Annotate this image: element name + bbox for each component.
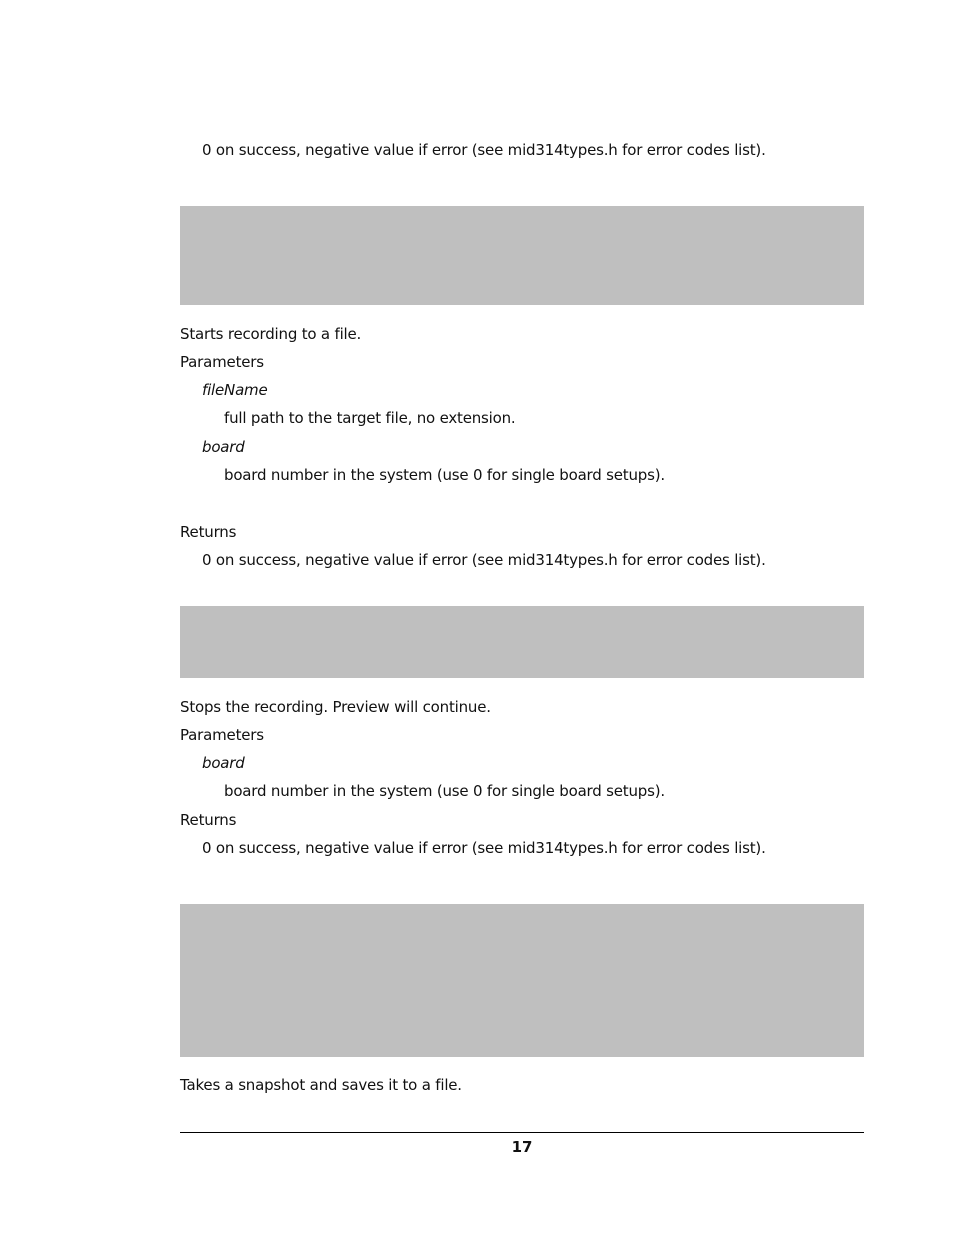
returns-heading: Returns	[180, 523, 237, 541]
code-signature-box	[180, 904, 864, 1057]
parameters-heading: Parameters	[180, 726, 264, 744]
function-description: Stops the recording. Preview will continue.	[180, 698, 491, 716]
function-description: Takes a snapshot and saves it to a file.	[180, 1076, 462, 1094]
page-number: 17	[511, 1138, 533, 1156]
footer-divider	[180, 1132, 864, 1133]
param-name: board	[202, 754, 245, 772]
returns-description: 0 on success, negative value if error (see mid314types.h for error codes list).	[202, 839, 766, 857]
code-signature-box	[180, 606, 864, 678]
param-description: board number in the system (use 0 for single board setups).	[224, 466, 665, 484]
param-description: full path to the target file, no extension.	[224, 409, 516, 427]
code-signature-box	[180, 206, 864, 305]
function-description: Starts recording to a file.	[180, 325, 362, 343]
returns-description: 0 on success, negative value if error (see mid314types.h for error codes list).	[202, 551, 766, 569]
returns-description: 0 on success, negative value if error (see mid314types.h for error codes list).	[202, 141, 766, 159]
parameters-heading: Parameters	[180, 353, 264, 371]
returns-heading: Returns	[180, 811, 237, 829]
param-name: fileName	[202, 381, 268, 399]
param-description: board number in the system (use 0 for single board setups).	[224, 782, 665, 800]
param-name: board	[202, 438, 245, 456]
